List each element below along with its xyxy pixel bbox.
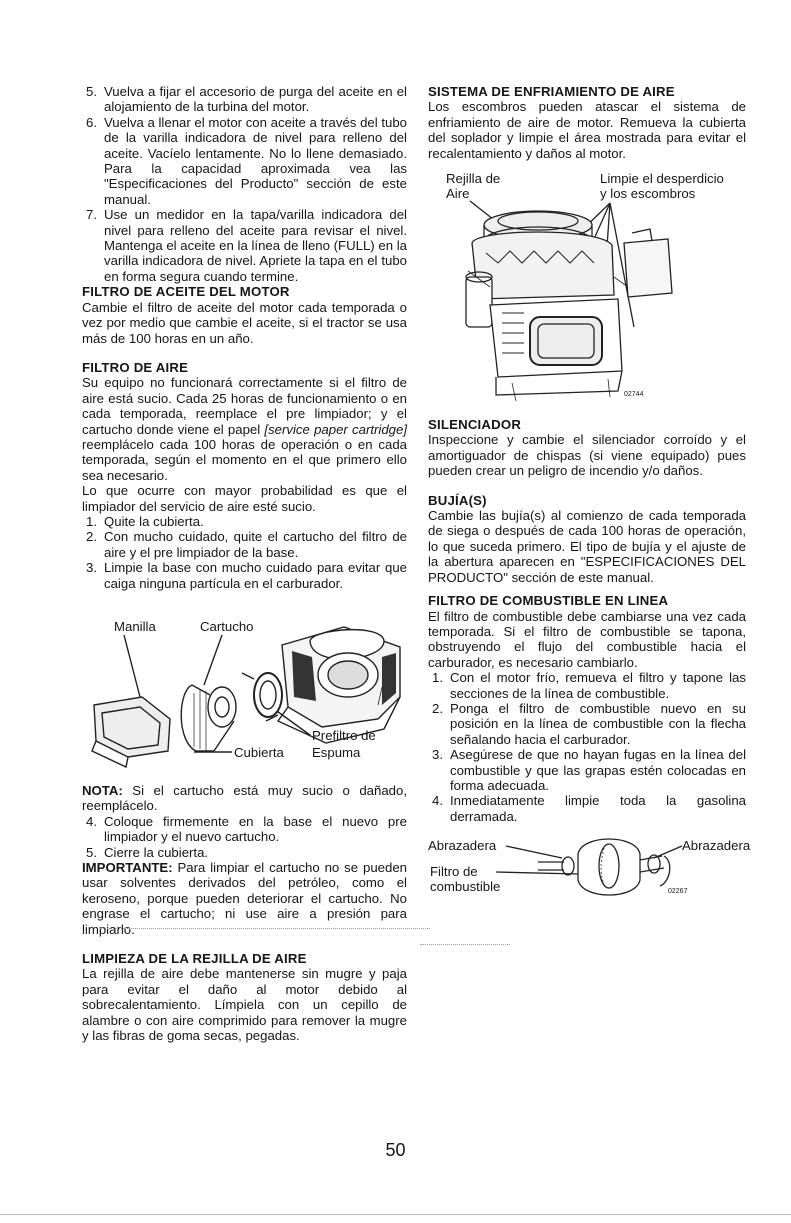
step-number: 2. <box>86 529 97 545</box>
list-item <box>82 529 407 560</box>
step-number: 7. <box>86 207 97 223</box>
step-text: Ponga el filtro de combustible nuevo en su posición en la línea de combustible con la flecha señalando hacia el carburador. <box>450 700 746 747</box>
clean-debris-label: Limpie el desperdicio <box>600 171 724 187</box>
step-number: 3. <box>86 560 97 576</box>
step-text: Con mucho cuidado, quite el cartucho del filtro de aire y el pre limpiador de la base. <box>104 529 407 560</box>
air-filter-heading: FILTRO DE AIRE <box>82 359 189 375</box>
important-paragraph: IMPORTANTE: Para limpiar el cartucho no se pueden usar solventes derivados del petróleo, como el keroseno, porque pueden deteriorar el cartucho. No engrase el cartucho; ni use aire a presión para limpiarlo. <box>82 860 407 937</box>
cooling-text: Los escombros pueden atascar el sistema de enfriamiento de aire de motor. Remueva la cubierta del soplador y limpie el área mostrada para evitar el recalentamiento y daños al motor. <box>428 99 746 161</box>
muffler-text: Inspeccione y cambie el silenciador corroído y el amortiguador de chispas (si viene equipado) pues pueden crear un peligro de incendio y/o daños. <box>428 432 746 479</box>
grille-cleaning-heading: LIMPIEZA DE LA REJILLA DE AIRE <box>82 951 307 967</box>
fuel-filter-figure <box>428 834 751 904</box>
step-text: Con el motor frío, remueva el filtro y tapone las secciones de la línea de combustible. <box>450 670 746 701</box>
air-filter-illustration <box>82 601 407 773</box>
list-item <box>82 514 407 529</box>
scan-edge-line <box>0 1214 791 1215</box>
step-number: 6. <box>86 114 97 130</box>
cover-label: Cubierta <box>234 745 284 760</box>
service-cartridge-term: [service paper cartridge] <box>264 421 407 437</box>
oil-filter-text: Cambie el filtro de aceite del motor cada temporada o vez por medio que cambie el aceite, si el tractor se usa más de 100 horas en un año. <box>82 299 407 346</box>
note-paragraph: NOTA: Si el cartucho está muy sucio o dañado, reemplácelo. <box>82 783 407 814</box>
cartridge-label: Cartucho <box>200 619 254 634</box>
important-label: IMPORTANTE: <box>82 860 173 876</box>
list-item <box>82 115 407 207</box>
step-text: Vuelva a llenar el motor con aceite a través del tubo de la varilla indicadora de nivel para relleno del aceite. Vacíelo lentamente. No lo llene demasiado. Para la capacidad aproximada vea las "Especificaciones del Producto" sección de este manual. <box>104 114 407 207</box>
step-number: 5. <box>86 84 97 99</box>
muffler-heading: SILENCIADOR <box>428 417 522 433</box>
clamp-left-label: Abrazadera <box>428 838 497 854</box>
step-text: Use un medidor en la tapa/varilla indicadora del nivel para relleno del aceite para revisar el nivel. Mantenga el aceite en la línea de lleno (FULL) en la varilla indicadora de nivel. Apriete la tapa en el tubo en forma segura cuando termine. <box>104 207 407 284</box>
fuel-filter-text: El filtro de combustible debe cambiarse una vez cada temporada. Si el filtro de combustible se tapona, obstruyendo el flujo del combustible hacia el carburador, es necesario cambiarlo. <box>428 608 746 670</box>
oil-refill-steps <box>82 84 407 284</box>
fuel-filter-illustration <box>428 834 746 904</box>
step-number: 3. <box>432 747 443 763</box>
note-label: NOTA: <box>82 783 123 798</box>
clean-debris-label-2: y los escombros <box>600 186 696 202</box>
figure-code: 02267 <box>668 888 688 896</box>
air-filter-text: Su equipo no funcionará correctamente si el filtro de aire está sucio. Cada 25 horas de funcionamiento o en cada temporada, reemplace el pre limpiador; y el cartucho donde viene el papel [service paper cartridge] reemplácelo cada 100 horas de operación o en cada temporada, según el momento en el que primero ello sea necesario. <box>82 375 407 483</box>
scan-dotted-line <box>100 928 430 929</box>
list-item <box>428 701 746 747</box>
fuel-filter-heading: FILTRO DE COMBUSTIBLE EN LINEA <box>428 593 669 609</box>
list-item <box>428 747 746 793</box>
grille-label: Rejilla de <box>446 171 501 187</box>
list-item <box>82 84 407 115</box>
fuel-filter-label: Filtro de <box>430 864 478 880</box>
list-item <box>428 793 746 824</box>
step-text: Quite la cubierta. <box>104 513 204 529</box>
clamp-right-label: Abrazadera <box>682 838 751 854</box>
grille-cleaning-text: La rejilla de aire debe mantenerse sin mugre y paja para evitar el daño al motor debido al sobrecalentamiento. Límpiela con un cepillo de alambre o con aire comprimido para remover la mugre y las fibras de goma secas, pegadas. <box>82 966 407 1044</box>
air-filter-steps <box>82 514 407 591</box>
air-filter-figure <box>82 601 407 773</box>
page-number: 50 <box>385 1140 406 1160</box>
air-filter-text-2: Lo que ocurre con mayor probabilidad es que el limpiador del servicio de aire esté sucio. <box>82 483 407 514</box>
step-number: 1. <box>86 513 97 529</box>
step-text: Cierre la cubierta. <box>104 844 209 860</box>
engine-cooling-figure <box>428 167 746 411</box>
figure-code: 02744 <box>624 391 644 399</box>
list-item <box>82 207 407 284</box>
step-text: Inmediatamente limpie toda la gasolina derramada. <box>450 793 746 824</box>
foam-label: Espuma <box>312 745 361 760</box>
list-item <box>82 814 407 845</box>
handle-label: Manilla <box>114 619 156 634</box>
grille-label-2: Aire <box>446 186 470 202</box>
step-text: Coloque firmemente en la base el nuevo pre limpiador y el nuevo cartucho. <box>104 813 407 845</box>
left-column <box>82 84 407 1044</box>
fuel-filter-label-2: combustible <box>430 879 501 895</box>
fuel-filter-steps <box>428 670 746 824</box>
spark-plug-text: Cambie las bujía(s) al comienzo de cada temporada de siega o después de cada 100 horas de operación, lo que suceda primero. El tipo de bujía y el ajuste de la abertura aparecen en "ESPECIFICACIONES DEL PRODUCTO" sección de este manual. <box>428 508 746 585</box>
step-number: 1. <box>432 670 443 686</box>
step-text: Vuelva a fijar el accesorio de purga del aceite en el alojamiento de la turbina del motor. <box>104 84 407 115</box>
step-number: 4. <box>86 813 97 829</box>
step-number: 4. <box>432 793 443 809</box>
step-text: Limpie la base con mucho cuidado para evitar que caiga ninguna partícula en el carburador. <box>104 560 407 591</box>
engine-illustration <box>428 167 746 411</box>
air-filter-steps-2 <box>82 814 407 860</box>
prefilter-label: Prefiltro de <box>312 728 376 743</box>
step-text: Asegúrese de que no hayan fugas en la línea del combustible y que las grapas estén colocadas en forma adecuada. <box>450 747 746 793</box>
scan-dotted-line <box>420 944 510 945</box>
list-item <box>428 670 746 701</box>
list-item <box>82 560 407 591</box>
step-number: 5. <box>86 844 97 860</box>
spark-plug-heading: BUJÍA(S) <box>428 492 487 508</box>
oil-filter-heading: FILTRO DE ACEITE DEL MOTOR <box>82 284 290 300</box>
cooling-heading: SISTEMA DE ENFRIAMIENTO DE AIRE <box>428 84 675 99</box>
step-number: 2. <box>432 700 443 716</box>
right-column <box>428 84 751 904</box>
list-item <box>82 845 407 860</box>
